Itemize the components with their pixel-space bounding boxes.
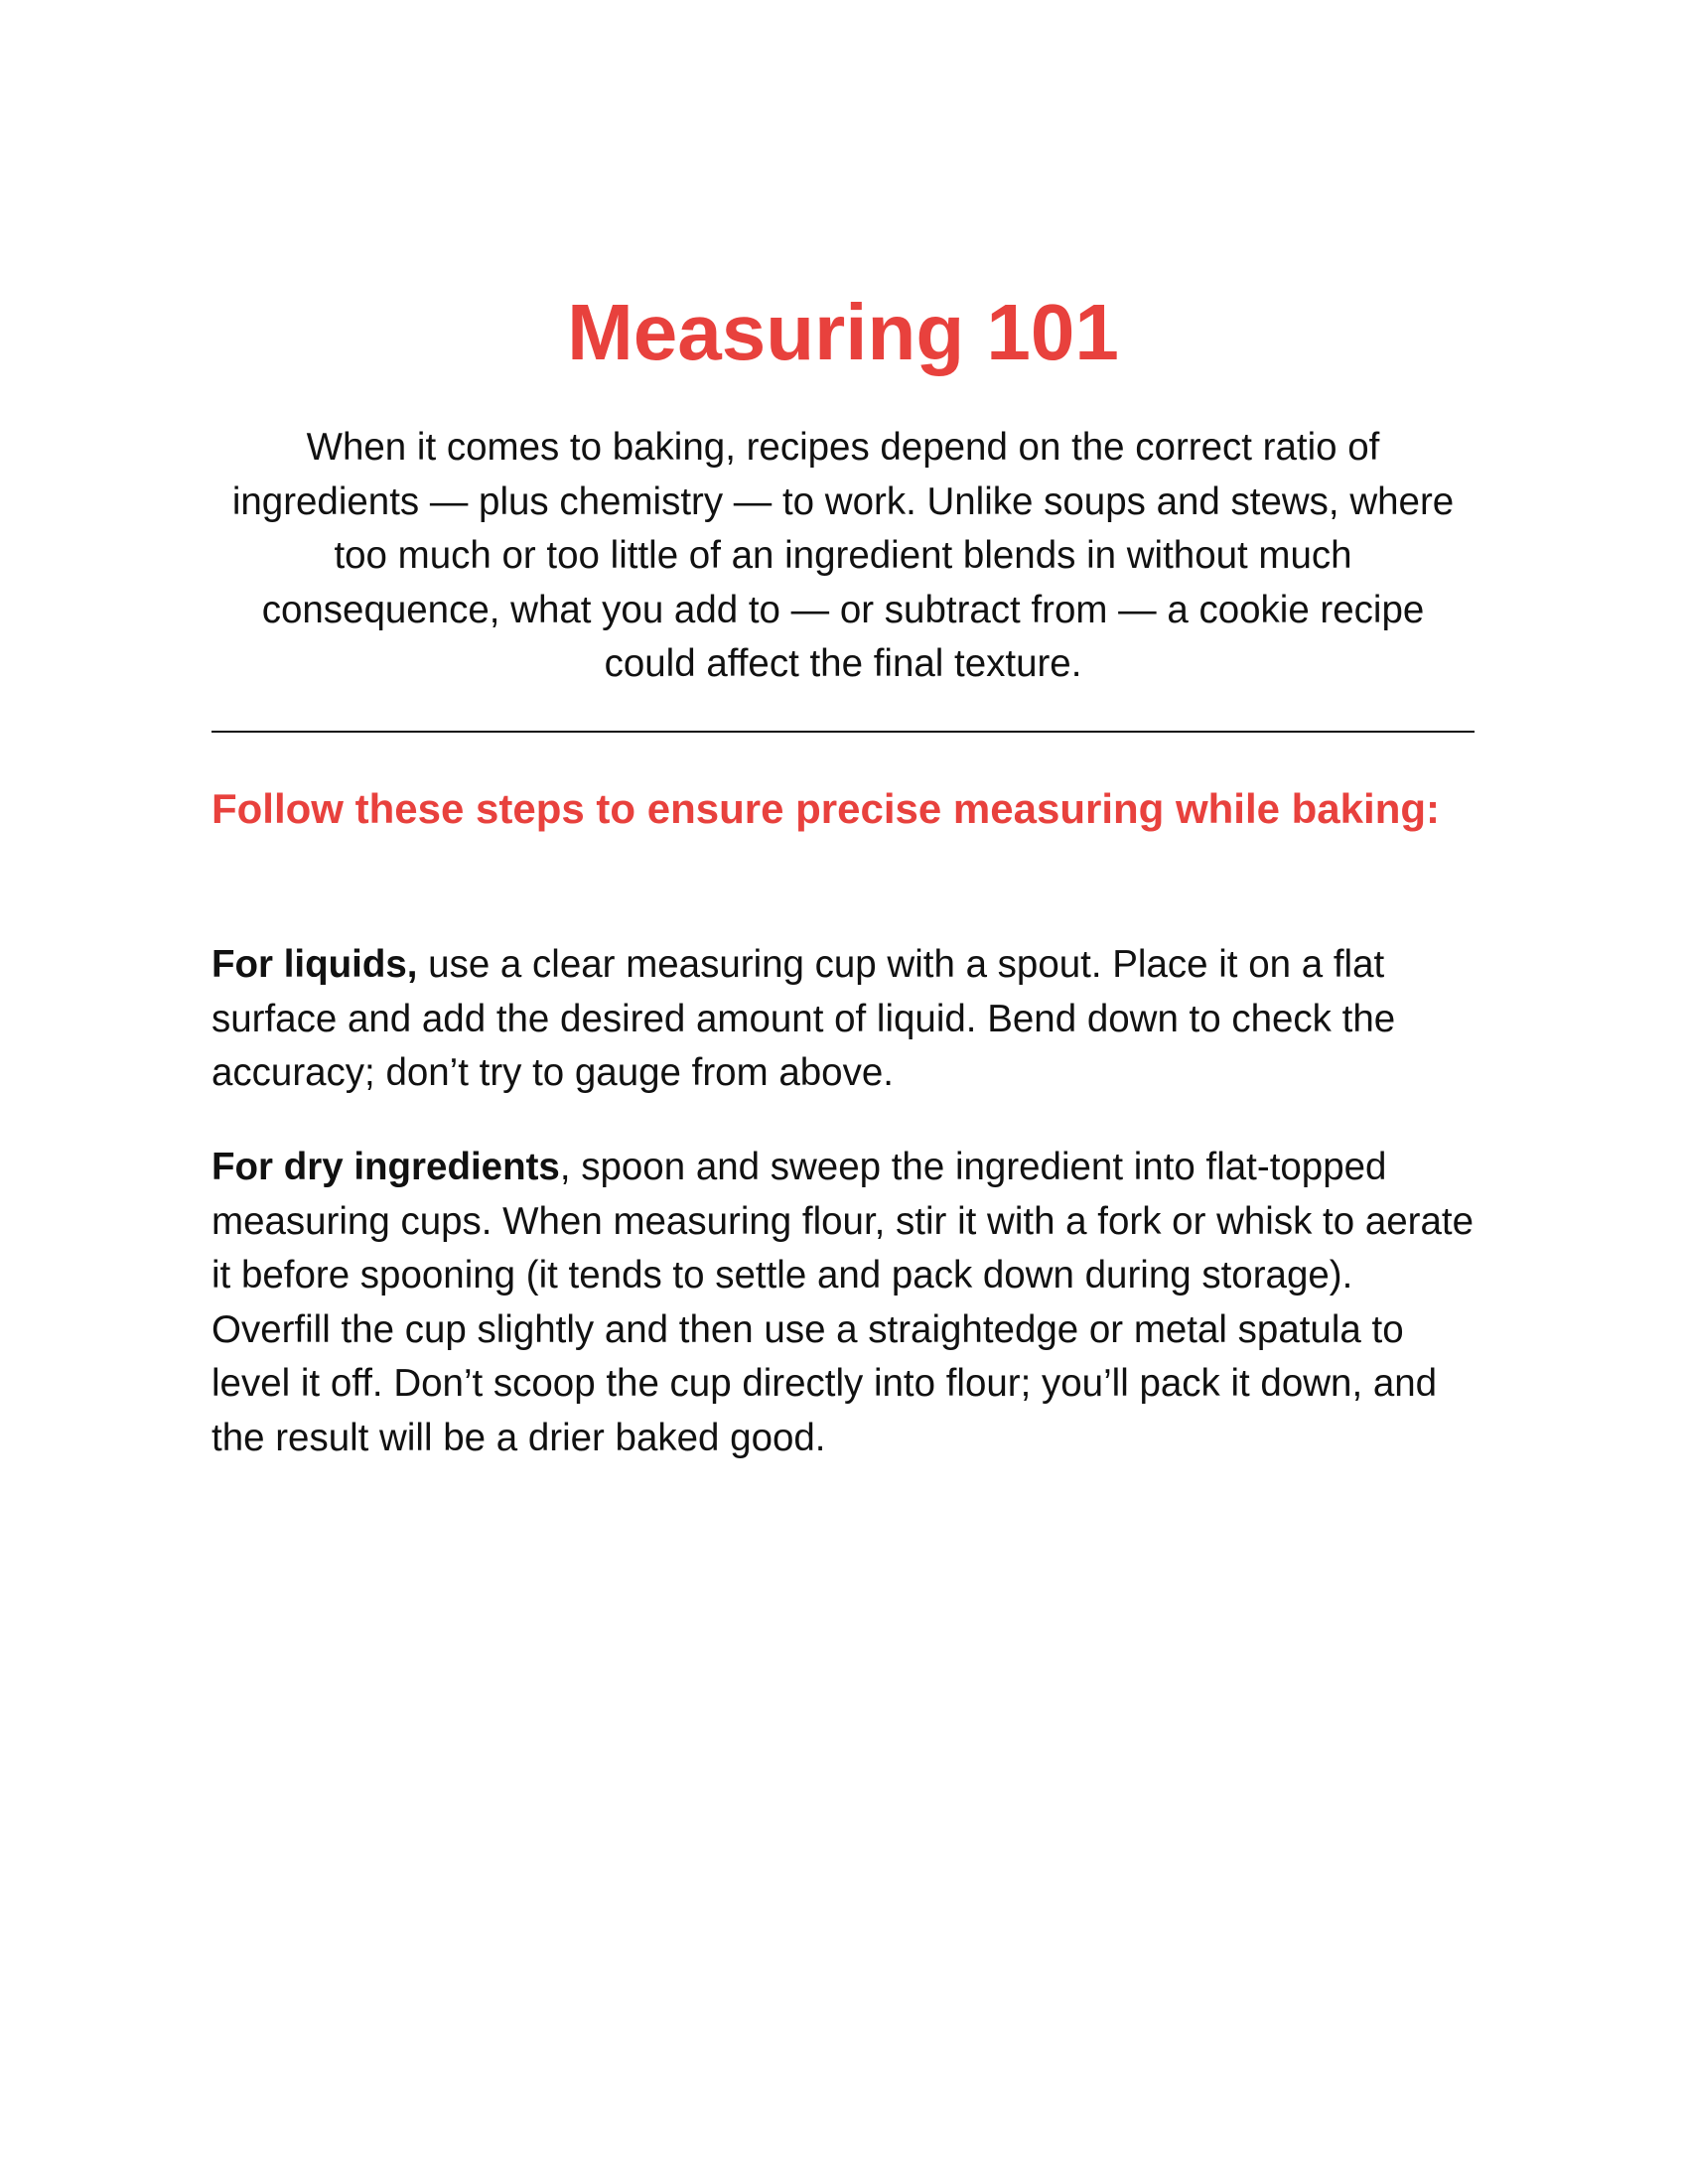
steps-heading: Follow these steps to ensure precise measuring while baking:	[211, 785, 1440, 832]
divider	[211, 731, 1475, 733]
dry-ingredients-lead: For dry ingredients	[211, 1146, 560, 1188]
dry-ingredients-body: , spoon and sweep the ingredient into flat-topped measuring cups. When measuring flour, stir it with a fork or whisk to aerate it before spooning (it tends to settle and pack down during storage). Overfill the cup slightly and then use a straightedge or metal spatula to level it off. Don’t scoop the cup directly into flour; you’ll pack it down, and the result will be a drier baked good.	[211, 1146, 1475, 1459]
dry-ingredients-paragraph	[211, 1141, 1475, 1465]
liquids-lead: For liquids,	[211, 943, 418, 986]
intro-paragraph: When it comes to baking, recipes depend on the correct ratio of ingredients — plus chemistry — to work. Unlike soups and stews, where too much or too little of an ingredient blends in without much consequence, what you add to — or subtract from — a cookie recipe could affect the final texture.	[231, 426, 1455, 685]
liquids-body: use a clear measuring cup with a spout. Place it on a flat surface and add the desired amount of liquid. Bend down to check the accuracy; don’t try to gauge from above.	[211, 943, 1396, 1094]
page-title: Measuring 101	[567, 288, 1119, 376]
liquids-paragraph	[211, 938, 1475, 1101]
